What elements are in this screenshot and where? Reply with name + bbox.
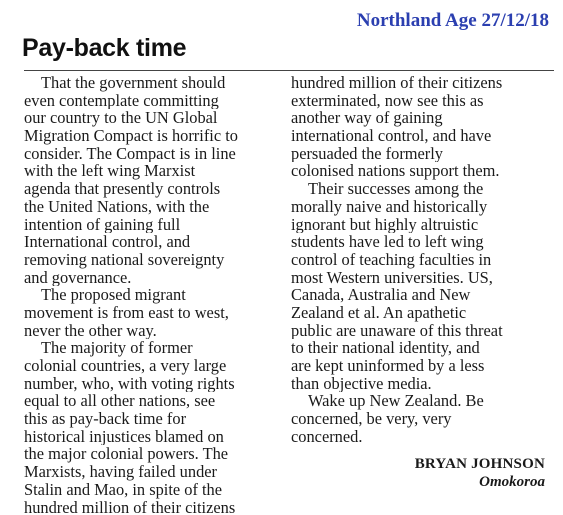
right-text-column [291,74,545,515]
body-text-line: agenda that presently controls [24,180,221,198]
body-text-line: our country to the UN Global [24,109,218,128]
body-text-line: Canada, Australia and New [291,286,471,304]
body-text-line: Marxists, having failed under [24,463,217,481]
author-name: BRYAN JOHNSON [414,456,545,472]
body-text-line: than objective media. [291,374,432,393]
body-text-line: morally naive and historically [291,197,488,216]
body-text-line: number, who, with voting rights [24,374,235,393]
newspaper-source-label: Northland Age 27/12/18 [356,10,549,31]
body-text-line: hundred million of their citizens [24,498,236,515]
body-text-line: Wake up New Zealand. Be [308,392,484,411]
body-text-line: colonised nations support them. [291,162,500,181]
body-text-line: Zealand et al. An apathetic [291,303,467,322]
body-text-line: and governance. [24,268,132,287]
body-text-line: this as pay-back time for [24,410,187,428]
body-text-line: international control, and have [291,127,492,145]
body-text-line: another way of gaining [291,109,443,128]
body-text-line: with the left wing Marxist [24,162,196,181]
body-text-line: concerned, be very, very [291,410,452,428]
body-text-line: ignorant but highly altruistic [291,215,479,234]
body-text-line: most Western universities. US, [291,268,493,287]
body-text-line: exterminated, now see this as [291,91,484,110]
author-location: Omokoroa [479,474,545,490]
body-text-line: Stalin and Mao, in spite of the [24,480,223,499]
body-text-line: movement is from east to west, [24,303,229,322]
left-text-column [24,74,278,515]
body-text-line: consider. The Compact is in line [24,144,236,163]
body-text-line: public are unaware of this threat [291,321,503,340]
body-text-line: The majority of former [41,339,193,357]
body-text-line: colonial countries, a very large [24,357,227,375]
body-text-line: are kept uninformed by a less [291,357,485,375]
body-text-line: concerned. [291,427,363,446]
body-text-line: historical injustices blamed on [24,427,224,446]
body-text-line: Their successes among the [308,180,484,198]
body-text-line: That the government should [41,74,226,92]
body-text-line: removing national sovereignty [24,250,225,269]
body-text-line: International control, and [24,233,191,251]
body-text-line: intention of gaining full [24,215,181,234]
headline-divider [24,70,554,71]
letter-headline: Pay-back time [22,34,187,62]
body-text-line: even contemplate committing [24,91,219,110]
body-text-line: Migration Compact is horrific to [24,127,238,145]
body-text-line: the United Nations, with the [24,197,210,216]
body-text-line: hundred million of their citizens [291,74,503,92]
body-text-line: control of teaching faculties in [291,250,492,269]
body-text-line: The proposed migrant [41,286,186,304]
body-text-line: equal to all other nations, see [24,392,216,411]
body-text-line: the major colonial powers. The [24,445,229,464]
body-text-line: never the other way. [24,321,157,340]
body-text-line: persuaded the formerly [291,144,444,163]
body-text-line: to their national identity, and [291,339,480,357]
body-text-line: students have led to left wing [291,233,484,251]
